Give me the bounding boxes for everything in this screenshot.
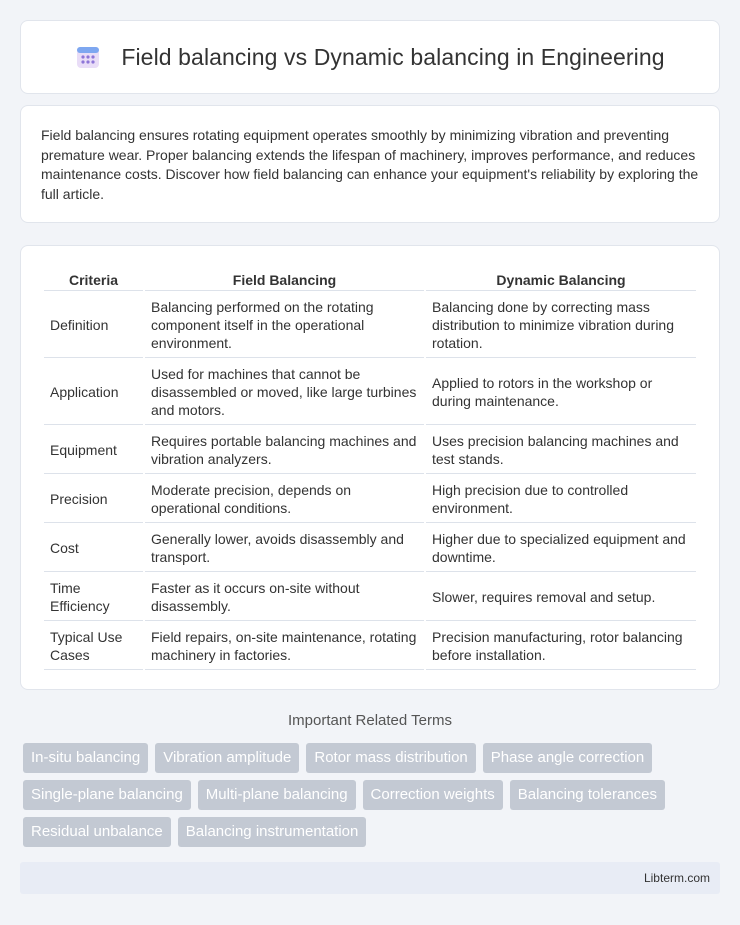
row-criteria: Application xyxy=(44,360,143,425)
footer xyxy=(20,862,720,894)
row-criteria: Time Efficiency xyxy=(44,574,143,621)
row-field-balancing: Faster as it occurs on-site without disassembly. xyxy=(145,574,424,621)
title-row xyxy=(75,44,664,71)
related-terms-heading: Important Related Terms xyxy=(288,712,452,729)
calendar-grid-icon xyxy=(75,44,101,70)
term-tag[interactable]: Balancing tolerances xyxy=(510,780,665,810)
row-criteria: Precision xyxy=(44,476,143,523)
row-dynamic-balancing: High precision due to controlled environment. xyxy=(426,476,696,523)
table-row xyxy=(44,623,696,670)
related-terms-list xyxy=(23,743,723,847)
column-header-dynamic-balancing: Dynamic Balancing xyxy=(426,268,696,291)
intro-card xyxy=(20,105,720,223)
term-tag[interactable]: Single-plane balancing xyxy=(23,780,191,810)
term-tag[interactable]: Multi-plane balancing xyxy=(198,780,356,810)
comparison-table-card xyxy=(20,245,720,690)
table-header-row xyxy=(44,268,696,291)
row-dynamic-balancing: Balancing done by correcting mass distribution to minimize vibration during rotation. xyxy=(426,293,696,358)
row-field-balancing: Generally lower, avoids disassembly and transport. xyxy=(145,525,424,572)
table-row xyxy=(44,360,696,425)
term-tag[interactable]: Residual unbalance xyxy=(23,817,171,847)
row-field-balancing: Moderate precision, depends on operational conditions. xyxy=(145,476,424,523)
term-tag[interactable]: Rotor mass distribution xyxy=(306,743,475,773)
row-dynamic-balancing: Slower, requires removal and setup. xyxy=(426,574,696,621)
row-field-balancing: Field repairs, on-site maintenance, rotating machinery in factories. xyxy=(145,623,424,670)
term-tag[interactable]: Balancing instrumentation xyxy=(178,817,367,847)
row-dynamic-balancing: Precision manufacturing, rotor balancing before installation. xyxy=(426,623,696,670)
table-row xyxy=(44,427,696,474)
row-criteria: Definition xyxy=(44,293,143,358)
row-criteria: Equipment xyxy=(44,427,143,474)
row-criteria: Typical Use Cases xyxy=(44,623,143,670)
row-dynamic-balancing: Higher due to specialized equipment and downtime. xyxy=(426,525,696,572)
column-header-field-balancing: Field Balancing xyxy=(145,268,424,291)
page-title: Field balancing vs Dynamic balancing in Engineering xyxy=(121,43,665,70)
row-dynamic-balancing: Applied to rotors in the workshop or during maintenance. xyxy=(426,360,696,425)
table-row xyxy=(44,293,696,358)
row-field-balancing: Used for machines that cannot be disassembled or moved, like large turbines and motors. xyxy=(145,360,424,425)
header-card xyxy=(20,20,720,94)
table-row xyxy=(44,574,696,621)
footer-site-link[interactable]: Libterm.com xyxy=(643,871,710,885)
term-tag[interactable]: Vibration amplitude xyxy=(155,743,299,773)
comparison-table xyxy=(42,266,698,672)
table-row xyxy=(44,525,696,572)
table-row xyxy=(44,476,696,523)
term-tag[interactable]: Correction weights xyxy=(363,780,503,810)
row-field-balancing: Requires portable balancing machines and vibration analyzers. xyxy=(145,427,424,474)
column-header-criteria: Criteria xyxy=(44,268,143,291)
row-field-balancing: Balancing performed on the rotating component itself in the operational environment. xyxy=(145,293,424,358)
row-dynamic-balancing: Uses precision balancing machines and test stands. xyxy=(426,427,696,474)
row-criteria: Cost xyxy=(44,525,143,572)
intro-text: Field balancing ensures rotating equipment operates smoothly by minimizing vibration and preventing premature wear. Proper balancing extends the lifespan of machinery, improves performance, and reduces maintenance costs. Discover how field balancing can enhance your equipment's reliability by exploring the full article. xyxy=(41,127,699,202)
term-tag[interactable]: Phase angle correction xyxy=(483,743,652,773)
term-tag[interactable]: In-situ balancing xyxy=(23,743,148,773)
